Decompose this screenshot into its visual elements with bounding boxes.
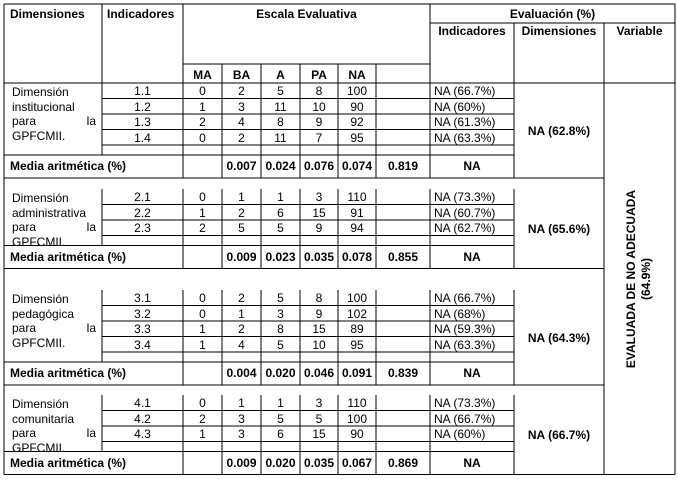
indicator-id: 2.1 xyxy=(134,190,151,204)
dimension-name-line xyxy=(12,206,96,221)
dimension-name xyxy=(12,191,96,249)
dimension-name-word: Dimensión xyxy=(12,191,69,205)
scale-value: 3 xyxy=(315,190,323,204)
dimension-name-line xyxy=(12,307,96,322)
scale-value: 3 xyxy=(238,99,245,114)
mean-value: 0.839 xyxy=(387,366,419,380)
scale-value: 15 xyxy=(312,205,326,220)
indicator-id: 1.3 xyxy=(134,115,151,129)
indicator-id: 4.3 xyxy=(134,427,151,441)
header-evaluacion: Evaluación (%) xyxy=(509,7,596,21)
dimension-name-word: GPFCMII. xyxy=(12,440,66,455)
mean-evaluation: NA xyxy=(463,249,481,264)
dimension-name-line xyxy=(12,191,96,206)
scale-value: 110 xyxy=(347,190,367,204)
mean-label: Media aritmética (%) xyxy=(10,159,127,173)
scale-value: 2 xyxy=(199,115,206,129)
dimension-name-line xyxy=(12,114,96,129)
scale-value: 15 xyxy=(312,322,326,336)
dimension-name-word: GPFCMII. xyxy=(12,234,66,249)
scale-value: 92 xyxy=(350,115,364,129)
header-eval-variable: Variable xyxy=(616,24,663,38)
dimension-evaluation: NA (64.3%) xyxy=(527,330,591,345)
dimension-name-line xyxy=(12,397,96,412)
mean-label: Media aritmética (%) xyxy=(10,455,127,470)
scale-value: 3 xyxy=(315,396,323,410)
dimension-name xyxy=(12,85,96,143)
dimension-name xyxy=(12,292,96,350)
dimension-name-word: Dimensión xyxy=(12,85,69,99)
header-scale-ma: MA xyxy=(193,68,212,82)
mean-evaluation: NA xyxy=(463,366,481,380)
mean-evaluation: NA xyxy=(463,455,481,470)
scale-value: 102 xyxy=(346,306,368,321)
scale-value: 8 xyxy=(315,84,323,98)
mean-value: 0.009 xyxy=(226,455,257,470)
mean-value: 0.020 xyxy=(265,366,296,380)
scale-value: 89 xyxy=(350,322,364,336)
header-scale-pa: PA xyxy=(311,68,327,82)
dimension-name-word: GPFCMII. xyxy=(12,128,66,143)
indicator-id: 3.2 xyxy=(134,306,151,321)
dimension-name xyxy=(12,397,96,455)
dimension-name-word: administrativa xyxy=(12,205,87,220)
scale-value: 0 xyxy=(199,396,206,410)
scale-value: 2 xyxy=(238,322,245,336)
scale-value: 9 xyxy=(315,115,323,129)
mean-evaluation: NA xyxy=(463,159,481,173)
indicator-evaluation: NA (61.3%) xyxy=(434,115,496,129)
mean-value: 0.091 xyxy=(341,366,373,380)
mean-value: 0.078 xyxy=(341,249,373,264)
indicator-evaluation: NA (63.3%) xyxy=(434,337,496,352)
dimension-name-word: comunitaria xyxy=(12,411,75,426)
scale-value: 7 xyxy=(315,130,323,145)
dimension-name-word: la xyxy=(86,114,96,128)
variable-evaluation-line2: (64.9%) xyxy=(638,257,653,300)
dimension-name-word: Dimensión xyxy=(12,397,69,411)
dimension-name-line xyxy=(12,235,96,250)
dimension-name-word: la xyxy=(86,426,96,440)
scale-value: 94 xyxy=(350,221,364,235)
mean-value: 0.035 xyxy=(303,455,335,470)
scale-value: 9 xyxy=(315,306,323,321)
scale-value: 5 xyxy=(315,411,323,426)
mean-value: 0.007 xyxy=(226,159,257,173)
indicator-evaluation: NA (68%) xyxy=(434,306,486,321)
scale-value: 2 xyxy=(238,130,245,145)
dimension-name-line xyxy=(12,129,96,144)
scale-value: 10 xyxy=(312,337,326,352)
scale-value: 1 xyxy=(199,205,206,220)
scale-value: 3 xyxy=(238,427,245,441)
dimension-name-line xyxy=(12,412,96,427)
mean-value: 0.046 xyxy=(303,366,335,380)
scale-value: 10 xyxy=(312,99,326,114)
dimension-evaluation: NA (65.6%) xyxy=(527,221,591,236)
mean-value: 0.020 xyxy=(265,455,296,470)
dimension-name-word: pedagógica xyxy=(12,306,75,321)
scale-value: 4 xyxy=(238,337,245,352)
scale-value: 11 xyxy=(274,130,287,145)
dimension-evaluation: NA (62.8%) xyxy=(527,123,591,138)
dimension-name-line xyxy=(12,441,96,456)
indicator-evaluation: NA (63.3%) xyxy=(434,130,496,145)
indicator-evaluation: NA (73.3%) xyxy=(434,396,496,410)
header-escala: Escala Evaluativa xyxy=(256,7,357,21)
scale-value: 1 xyxy=(238,396,245,410)
scale-value: 5 xyxy=(277,337,284,352)
indicator-evaluation: NA (62.7%) xyxy=(434,221,496,235)
scale-value: 8 xyxy=(315,291,323,305)
scale-value: 6 xyxy=(277,427,284,441)
dimension-name-line xyxy=(12,321,96,336)
mean-value: 0.024 xyxy=(265,159,296,173)
mean-value: 0.819 xyxy=(387,159,419,173)
dimension-name-line xyxy=(12,100,96,115)
dimension-name-line xyxy=(12,426,96,441)
scale-value: 3 xyxy=(277,306,284,321)
scale-value: 2 xyxy=(238,84,245,98)
dimension-name-line xyxy=(12,85,96,100)
variable-evaluation-line1: EVALUADA DE NO ADECUADA xyxy=(623,189,638,368)
indicator-evaluation: NA (66.7%) xyxy=(434,411,496,426)
scale-value: 1 xyxy=(238,190,245,204)
indicator-id: 2.3 xyxy=(134,221,151,235)
dimension-name-word: para xyxy=(12,220,37,234)
dimension-name-word: para xyxy=(12,426,37,440)
scale-value: 1 xyxy=(238,306,245,321)
indicator-id: 1.1 xyxy=(134,84,151,98)
scale-value: 9 xyxy=(315,221,323,235)
header-indicadores: Indicadores xyxy=(107,7,175,21)
mean-value: 0.023 xyxy=(265,249,296,264)
scale-value: 11 xyxy=(274,99,287,114)
scale-value: 0 xyxy=(199,130,206,145)
scale-value: 100 xyxy=(346,411,368,426)
scale-value: 100 xyxy=(346,291,368,305)
dimension-evaluation: NA (66.7%) xyxy=(527,427,591,442)
header-eval-dimensiones: Dimensiones xyxy=(521,24,597,38)
header-eval-indicadores: Indicadores xyxy=(438,24,506,38)
mean-label: Media aritmética (%) xyxy=(10,366,127,380)
dimension-name-word: Dimensión xyxy=(12,292,69,306)
indicator-evaluation: NA (73.3%) xyxy=(434,190,496,204)
scale-value: 0 xyxy=(199,306,206,321)
indicator-id: 4.1 xyxy=(134,396,151,410)
scale-value: 91 xyxy=(350,205,364,220)
scale-value: 3 xyxy=(238,411,245,426)
mean-value: 0.074 xyxy=(341,159,373,173)
mean-value: 0.076 xyxy=(303,159,335,173)
dimension-name-word: GPFCMII. xyxy=(12,335,66,350)
dimension-name-word: la xyxy=(86,321,96,335)
scale-value: 95 xyxy=(350,337,364,352)
indicator-evaluation: NA (60%) xyxy=(434,99,486,114)
scale-value: 2 xyxy=(238,205,245,220)
indicator-evaluation: NA (60%) xyxy=(434,427,486,441)
mean-value: 0.869 xyxy=(387,455,419,470)
scale-value: 8 xyxy=(277,115,284,129)
scale-value: 1 xyxy=(199,99,206,114)
scale-value: 1 xyxy=(277,396,284,410)
scale-value: 15 xyxy=(312,427,326,441)
indicator-id: 2.2 xyxy=(134,205,151,220)
indicator-evaluation: NA (59.3%) xyxy=(434,322,496,336)
scale-value: 0 xyxy=(199,190,206,204)
mean-value: 0.009 xyxy=(226,249,257,264)
indicator-id: 1.4 xyxy=(134,130,151,145)
scale-value: 5 xyxy=(277,411,284,426)
indicator-id: 3.3 xyxy=(134,322,151,336)
dimension-name-word: para xyxy=(12,114,37,128)
scale-value: 0 xyxy=(199,291,206,305)
dimension-name-line xyxy=(12,336,96,351)
indicator-id: 4.2 xyxy=(134,411,151,426)
scale-value: 2 xyxy=(199,221,206,235)
mean-value: 0.035 xyxy=(303,249,335,264)
mean-value: 0.855 xyxy=(387,249,419,264)
scale-value: 2 xyxy=(238,291,245,305)
variable-evaluation xyxy=(624,169,656,389)
indicator-evaluation: NA (66.7%) xyxy=(434,84,496,98)
scale-value: 5 xyxy=(277,84,284,98)
indicator-id: 3.4 xyxy=(134,337,151,352)
scale-value: 1 xyxy=(199,337,206,352)
scale-value: 90 xyxy=(350,99,364,114)
scale-value: 6 xyxy=(277,205,284,220)
scale-value: 1 xyxy=(277,190,284,204)
header-scale-ba: BA xyxy=(232,68,251,82)
dimension-name-word: para xyxy=(12,321,37,335)
scale-value: 0 xyxy=(199,84,206,98)
scale-value: 5 xyxy=(238,221,245,235)
scale-value: 1 xyxy=(199,322,206,336)
scale-value: 5 xyxy=(277,221,284,235)
dimension-name-word: la xyxy=(86,220,96,234)
scale-value: 100 xyxy=(346,84,368,98)
scale-value: 5 xyxy=(277,291,284,305)
dimension-name-line xyxy=(12,292,96,307)
mean-value: 0.067 xyxy=(341,455,373,470)
dimension-name-word: institucional xyxy=(12,99,75,114)
mean-value: 0.004 xyxy=(226,366,257,380)
header-dimensiones: Dimensiones xyxy=(10,7,85,21)
scale-value: 90 xyxy=(350,427,364,441)
scale-value: 8 xyxy=(277,322,284,336)
indicator-id: 1.2 xyxy=(134,99,151,114)
indicator-evaluation: NA (66.7%) xyxy=(434,291,496,305)
scale-value: 110 xyxy=(347,396,367,410)
scale-value: 95 xyxy=(350,130,364,145)
scale-value: 2 xyxy=(199,411,206,426)
header-scale-na: NA xyxy=(348,68,366,82)
scale-value: 1 xyxy=(199,427,206,441)
mean-label: Media aritmética (%) xyxy=(10,249,127,264)
dimension-name-line xyxy=(12,220,96,235)
header-scale-a: A xyxy=(276,68,285,82)
scale-value: 4 xyxy=(238,115,245,129)
indicator-evaluation: NA (60.7%) xyxy=(434,205,496,220)
indicator-id: 3.1 xyxy=(134,291,151,305)
